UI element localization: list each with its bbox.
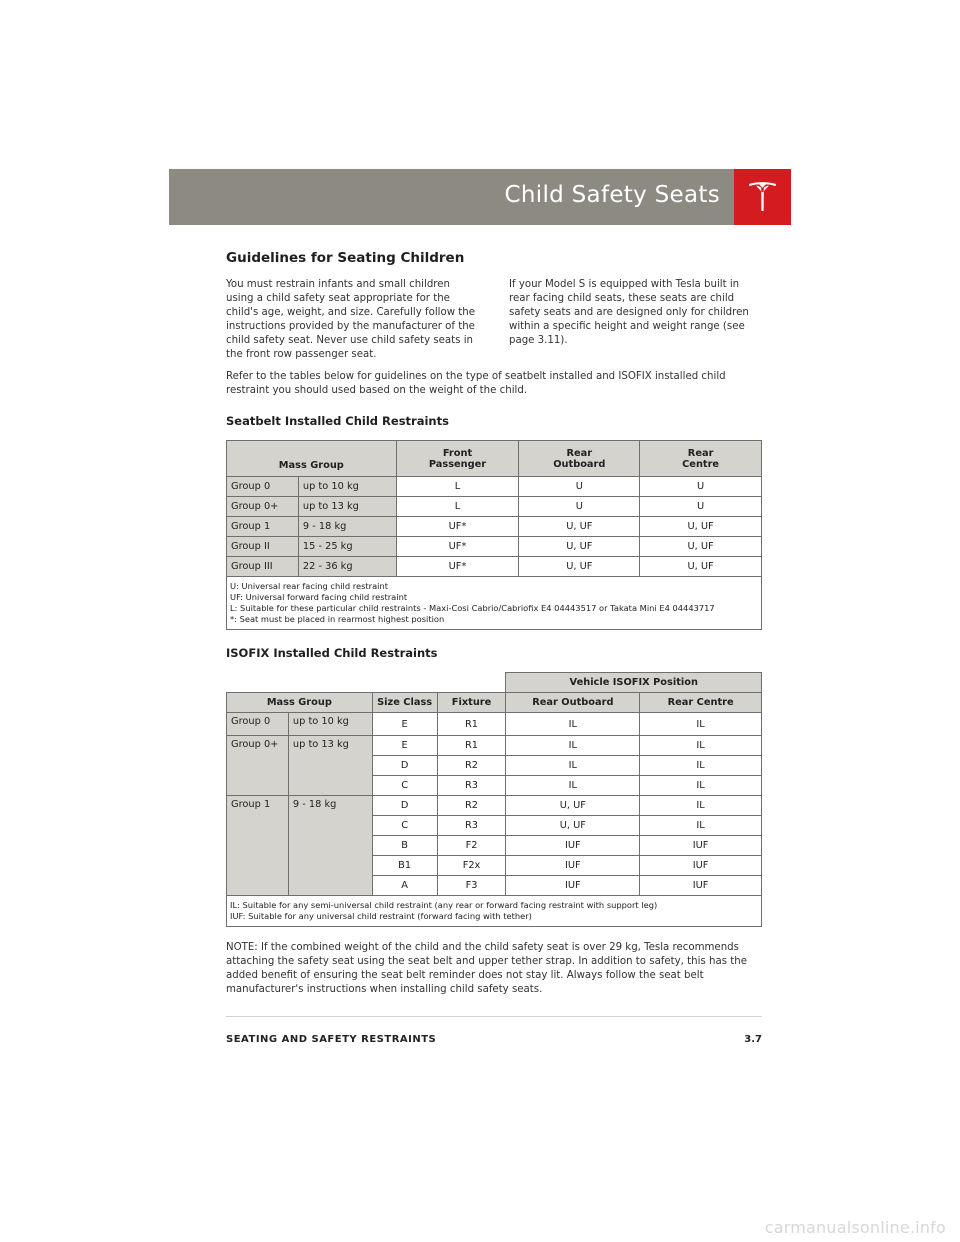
rear-centre-header: Rear Centre [640, 441, 762, 477]
fixture-header: Fixture [437, 693, 506, 713]
legend-note: UF: Universal forward facing child restraint [230, 592, 408, 602]
intro-right-paragraph: If your Model S is equipped with Tesla built in rear facing child seats, these seats are child safety seats and are designed only for children within a specific height and weight range (see page 3.11). [509, 279, 749, 346]
fixture-cell: R3 [437, 776, 506, 796]
rear-outboard-cell: U, UF [506, 796, 640, 816]
isofix-mass-group-header: Mass Group [227, 693, 373, 713]
front-passenger-cell: L [396, 497, 519, 517]
mass-group-cell: Group II [227, 537, 299, 557]
mass-range-cell: up to 10 kg [288, 713, 372, 736]
rear-centre-cell: U [640, 497, 762, 517]
fixture-cell: F2 [437, 836, 506, 856]
mass-group-cell: Group 1 [227, 796, 289, 896]
rear-centre-cell: IUF [640, 856, 762, 876]
mass-group-header: Mass Group [227, 441, 397, 477]
front-passenger-cell: UF* [396, 537, 519, 557]
rear-outboard-cell: IUF [506, 836, 640, 856]
brand-logo [734, 169, 791, 225]
size-class-header: Size Class [372, 693, 437, 713]
fixture-cell: R3 [437, 816, 506, 836]
mass-range-cell: 9 - 18 kg [298, 517, 396, 537]
fixture-cell: R2 [437, 796, 506, 816]
page-content [226, 250, 762, 997]
seatbelt-notes-row [227, 577, 762, 630]
fixture-cell: R1 [437, 736, 506, 756]
mass-range-cell: 22 - 36 kg [298, 557, 396, 577]
watermark: carmanualsonline.info [764, 1218, 946, 1237]
table-row [227, 796, 762, 816]
rear-centre-cell: IL [640, 816, 762, 836]
mass-range-cell: up to 13 kg [298, 497, 396, 517]
rear-centre-cell: IL [640, 713, 762, 736]
mass-group-cell: Group III [227, 557, 299, 577]
vehicle-isofix-position-header: Vehicle ISOFIX Position [506, 673, 762, 693]
size-class-cell: E [372, 713, 437, 736]
size-class-cell: D [372, 756, 437, 776]
table-row [227, 477, 762, 497]
front-passenger-cell: UF* [396, 557, 519, 577]
front-passenger-cell: UF* [396, 517, 519, 537]
isofix-notes-row [227, 896, 762, 927]
front-passenger-header: Front Passenger [396, 441, 519, 477]
legend-note: IUF: Suitable for any universal child restraint (forward facing with tether) [230, 911, 532, 921]
rear-outboard-cell: U, UF [519, 537, 640, 557]
isofix-header-row [227, 693, 762, 713]
size-class-cell: C [372, 776, 437, 796]
seatbelt-table [226, 440, 762, 630]
table-row [227, 736, 762, 756]
legend-note: L: Suitable for these particular child restraints - Maxi-Cosi Cabrio/Cabriofix E4 04443517 or Takata Mini E4 04443717 [230, 603, 715, 613]
rear-centre-cell: U, UF [640, 517, 762, 537]
mass-range-cell: up to 10 kg [298, 477, 396, 497]
intro-columns [226, 278, 762, 362]
isofix-rear-centre-header: Rear Centre [640, 693, 762, 713]
legend-note: U: Universal rear facing child restraint [230, 581, 388, 591]
legend-note: IL: Suitable for any semi-universal child restraint (any rear or forward facing restraint with support leg) [230, 900, 658, 910]
mass-range-cell: 15 - 25 kg [298, 537, 396, 557]
rear-centre-cell: IUF [640, 876, 762, 896]
seatbelt-header-row [227, 441, 762, 477]
rear-centre-cell: U, UF [640, 557, 762, 577]
note-paragraph: NOTE: If the combined weight of the child and the child safety seat is over 29 kg, Tesla recommends attaching the safety seat using the seat belt and upper tether strap. In addition to safety, this has the added benefit of ensuring the seat belt reminder does not stay lit. Always follow the seat belt manufacturer's instructions when installing child safety seats. [226, 942, 747, 995]
rear-outboard-cell: U [519, 477, 640, 497]
seatbelt-table-title: Seatbelt Installed Child Restraints [226, 414, 449, 428]
fixture-cell: F2x [437, 856, 506, 876]
rear-outboard-cell: IL [506, 713, 640, 736]
table-row [227, 537, 762, 557]
rear-centre-cell: U [640, 477, 762, 497]
table-row [227, 557, 762, 577]
rear-centre-cell: U, UF [640, 537, 762, 557]
size-class-cell: B1 [372, 856, 437, 876]
section-title: Guidelines for Seating Children [226, 250, 465, 266]
size-class-cell: B [372, 836, 437, 856]
rear-outboard-cell: IL [506, 736, 640, 756]
table-row [227, 517, 762, 537]
mass-group-cell: Group 0+ [227, 497, 299, 517]
footer-section-name: SEATING AND SAFETY RESTRAINTS [226, 1034, 437, 1045]
intro-left-paragraph: You must restrain infants and small children using a child safety seat appropriate for the child's age, weight, and size. Carefully follow the instructions provided by the manufacturer of the child safety seat. Never use child safety seats in the front row passenger seat. [226, 279, 476, 360]
rear-outboard-cell: IL [506, 756, 640, 776]
rear-outboard-cell: U, UF [519, 517, 640, 537]
footer-page-number: 3.7 [744, 1034, 762, 1045]
isofix-rear-outboard-header: Rear Outboard [506, 693, 640, 713]
isofix-table-title: ISOFIX Installed Child Restraints [226, 646, 438, 660]
table-row [227, 497, 762, 517]
rear-outboard-header: Rear Outboard [519, 441, 640, 477]
size-class-cell: C [372, 816, 437, 836]
seatbelt-notes [227, 577, 762, 630]
size-class-cell: E [372, 736, 437, 756]
mass-range-cell: 9 - 18 kg [288, 796, 372, 896]
isofix-table [226, 672, 762, 927]
rear-outboard-cell: IL [506, 776, 640, 796]
fixture-cell: R2 [437, 756, 506, 776]
rear-centre-cell: IL [640, 736, 762, 756]
front-passenger-cell: L [396, 477, 519, 497]
mass-range-cell: up to 13 kg [288, 736, 372, 796]
rear-centre-cell: IL [640, 756, 762, 776]
size-class-cell: D [372, 796, 437, 816]
rear-outboard-cell: U [519, 497, 640, 517]
rear-centre-cell: IL [640, 796, 762, 816]
rear-outboard-cell: IUF [506, 856, 640, 876]
rear-centre-cell: IL [640, 776, 762, 796]
isofix-notes [227, 896, 762, 927]
mass-group-cell: Group 0 [227, 713, 289, 736]
rear-centre-cell: IUF [640, 836, 762, 856]
rear-outboard-cell: U, UF [519, 557, 640, 577]
footer-divider [226, 1016, 762, 1017]
isofix-super-header-row [227, 673, 762, 693]
header-band [169, 169, 734, 225]
mass-group-cell: Group 0 [227, 477, 299, 497]
tesla-logo-icon [747, 181, 778, 213]
fixture-cell: R1 [437, 713, 506, 736]
table-row [227, 713, 762, 736]
rear-outboard-cell: IUF [506, 876, 640, 896]
mass-group-cell: Group 1 [227, 517, 299, 537]
legend-note: *: Seat must be placed in rearmost highest position [230, 614, 445, 624]
size-class-cell: A [372, 876, 437, 896]
fixture-cell: F3 [437, 876, 506, 896]
rear-outboard-cell: U, UF [506, 816, 640, 836]
page-title: Child Safety Seats [504, 182, 720, 208]
mass-group-cell: Group 0+ [227, 736, 289, 796]
refer-paragraph: Refer to the tables below for guidelines on the type of seatbelt installed and ISOFIX installed child restraint you should used based on the weight of the child. [226, 371, 726, 396]
